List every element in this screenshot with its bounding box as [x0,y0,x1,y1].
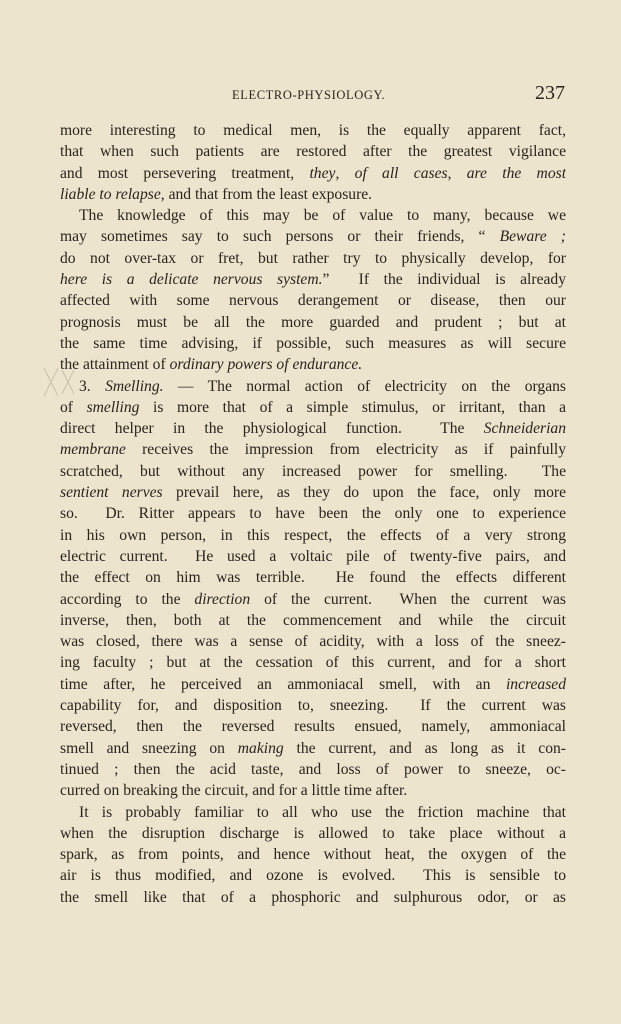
text-line: and most persevering treatment, they, of all cases, are the most [60,164,566,182]
text-line: The knowledge of this may be of value to many, because we [79,207,566,225]
body-text [60,120,566,908]
text-line: according to the direction of the current. When the current was [60,590,566,608]
text-line: sentient nerves prevail here, as they do upon the face, only more [60,484,566,502]
text-line: in his own person, in this respect, the effects of a very strong [60,526,566,544]
page-number: 237 [535,82,565,104]
text-line: that when such patients are restored after the greatest vigilance [60,143,566,161]
text-line: was closed, there was a sense of acidity, with a loss of the sneez- [60,633,566,651]
text-line: prognosis must be all the more guarded and prudent ; but at [60,313,566,331]
text-line: inverse, then, both at the commencement and while the circuit [60,611,566,629]
text-line: membrane receives the impression from electricity as if painfully [60,441,566,459]
text-line: the smell like that of a phosphoric and sulphurous odor, or as [60,888,566,906]
text-line: time after, he perceived an ammoniacal smell, with an increased [60,675,566,693]
text-line: capability for, and disposition to, sneezing. If the current was [60,697,566,715]
text-line: more interesting to medical men, is the equally apparent fact, [60,122,566,139]
text-line: when the disruption discharge is allowed to take place without a [60,824,566,842]
text-line: do not over-tax or fret, but rather try to physically develop, for [60,249,566,267]
text-line: spark, as from points, and hence without heat, the oxygen of the [60,846,566,864]
text-line: so. Dr. Ritter appears to have been the only one to experience [60,505,566,523]
running-head [60,82,565,106]
text-line: the attainment of ordinary powers of endurance. [60,356,363,374]
text-line: affected with some nervous derangement or disease, then our [60,292,566,310]
text-line: It is probably familiar to all who use the friction machine that [79,803,566,821]
text-line: ing faculty ; but at the cessation of this current, and for a short [60,654,566,672]
text-line: electric current. He used a voltaic pile of twenty-five pairs, and [60,547,566,565]
text-line: scratched, but without any increased power for smelling. The [60,462,566,480]
text-line: air is thus modified, and ozone is evolved. This is sensible to [60,867,566,885]
text-line: reversed, then the reversed results ensued, namely, ammoniacal [60,718,566,736]
text-line: may sometimes say to such persons or their friends, “ Beware ; [60,228,566,246]
text-line: the same time advising, if possible, such measures as will secure [60,334,566,352]
running-title: ELECTRO-PHYSIOLOGY. [232,88,386,102]
text-line: curred on breaking the circuit, and for a little time after. [60,782,408,800]
text-line: direct helper in the physiological function. The Schneiderian [60,420,566,438]
text-line: of smelling is more that of a simple stimulus, or irritant, than a [60,398,566,416]
text-line: here is a delicate nervous system.” If the individual is already [60,271,566,289]
text-line: smell and sneezing on making the current, and as long as it con- [60,739,566,757]
text-line: liable to relapse, and that from the least exposure. [60,185,373,203]
text-line: 3. Smelling. — The normal action of electricity on the organs [79,377,566,395]
text-line: tinued ; then the acid taste, and loss of power to sneeze, oc- [60,760,566,778]
text-line: the effect on him was terrible. He found the effects different [60,569,566,587]
